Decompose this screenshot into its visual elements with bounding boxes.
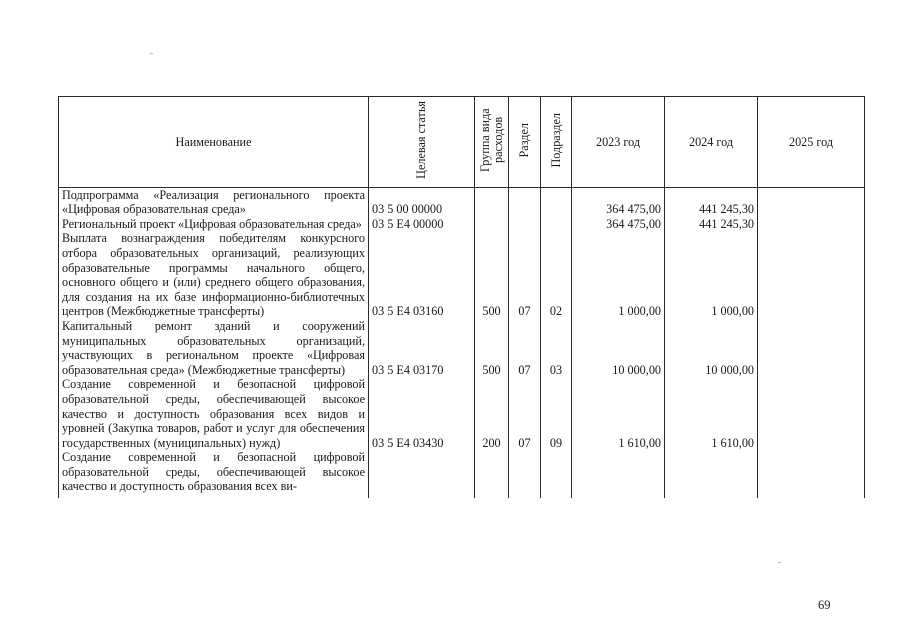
row-name: Капитальный ремонт зданий и сооружений муниципальных образовательных организаций, участвующих в региональном проекте «Цифровая образовательная среда» (Межбюджетные трансферты) xyxy=(59,319,369,377)
row-group: 500 xyxy=(475,319,509,377)
row-section xyxy=(509,187,541,217)
table-row xyxy=(59,319,865,377)
row-name: Подпрограмма «Реализация регионального проекта «Цифровая образовательная среда» xyxy=(59,187,369,217)
table-header-row xyxy=(59,97,865,188)
row-2024: 1 000,00 xyxy=(665,231,758,319)
row-subsection: 09 xyxy=(541,377,572,450)
page-number: 69 xyxy=(818,598,831,612)
row-code: 03 5 00 00000 xyxy=(369,187,475,217)
row-2024: 1 610,00 xyxy=(665,377,758,450)
row-2024: 441 245,30 xyxy=(665,187,758,217)
row-subsection: 02 xyxy=(541,231,572,319)
row-group: 200 xyxy=(475,377,509,450)
header-name: Наименование xyxy=(59,97,369,188)
table-row xyxy=(59,187,865,217)
row-group xyxy=(475,217,509,232)
header-year-2024: 2024 год xyxy=(665,97,758,188)
row-2023: 10 000,00 xyxy=(572,319,665,377)
row-section: 07 xyxy=(509,319,541,377)
row-section xyxy=(509,450,541,498)
row-subsection xyxy=(541,450,572,498)
row-2025 xyxy=(758,377,865,450)
row-2025 xyxy=(758,319,865,377)
row-code: 03 5 E4 00000 xyxy=(369,217,475,232)
row-code: 03 5 E4 03170 xyxy=(369,319,475,377)
row-subsection xyxy=(541,217,572,232)
row-section: 07 xyxy=(509,231,541,319)
row-name: Создание современной и безопасной цифровой образовательной среды, обеспечивающей высокое качество и доступность образования всех видов и уровней (Закупка товаров, работ и услуг для обеспечения государственных (муниципальных) нужд) xyxy=(59,377,369,450)
row-2023: 364 475,00 xyxy=(572,217,665,232)
row-name: Создание современной и безопасной цифровой образовательной среды, обеспечивающей высокое качество и доступность образования всех ви- xyxy=(59,450,369,498)
row-group xyxy=(475,187,509,217)
header-year-2023: 2023 год xyxy=(572,97,665,188)
header-target-article: Целевая статья xyxy=(369,97,475,188)
row-2023: 364 475,00 xyxy=(572,187,665,217)
header-expense-group: Группа вида расходов xyxy=(475,97,509,188)
header-section: Раздел xyxy=(509,97,541,188)
row-section: 07 xyxy=(509,377,541,450)
budget-table xyxy=(58,96,865,498)
row-2024: 10 000,00 xyxy=(665,319,758,377)
row-subsection xyxy=(541,187,572,217)
row-2024: 441 245,30 xyxy=(665,217,758,232)
row-2025 xyxy=(758,187,865,217)
scan-speck xyxy=(778,562,781,563)
table-row xyxy=(59,450,865,498)
row-code: 03 5 E4 03160 xyxy=(369,231,475,319)
scan-speck xyxy=(150,53,153,54)
row-group xyxy=(475,450,509,498)
header-year-2025: 2025 год xyxy=(758,97,865,188)
row-2024 xyxy=(665,450,758,498)
row-code xyxy=(369,450,475,498)
table-row xyxy=(59,377,865,450)
row-2023: 1 610,00 xyxy=(572,377,665,450)
row-name: Выплата вознаграждения победителям конкурсного отбора образовательных организаций, реализующих образовательные программы начального общего, основного общего и (или) среднего общего образования, для создания на их базе информационно-библиотечных центров (Межбюджетные трансферты) xyxy=(59,231,369,319)
row-2023: 1 000,00 xyxy=(572,231,665,319)
row-2025 xyxy=(758,450,865,498)
row-2023 xyxy=(572,450,665,498)
row-2025 xyxy=(758,231,865,319)
row-code: 03 5 E4 03430 xyxy=(369,377,475,450)
table-row xyxy=(59,217,865,232)
row-subsection: 03 xyxy=(541,319,572,377)
row-name: Региональный проект «Цифровая образовательная среда» xyxy=(59,217,369,232)
row-section xyxy=(509,217,541,232)
header-subsection: Подраздел xyxy=(541,97,572,188)
row-2025 xyxy=(758,217,865,232)
row-group: 500 xyxy=(475,231,509,319)
table-row xyxy=(59,231,865,319)
